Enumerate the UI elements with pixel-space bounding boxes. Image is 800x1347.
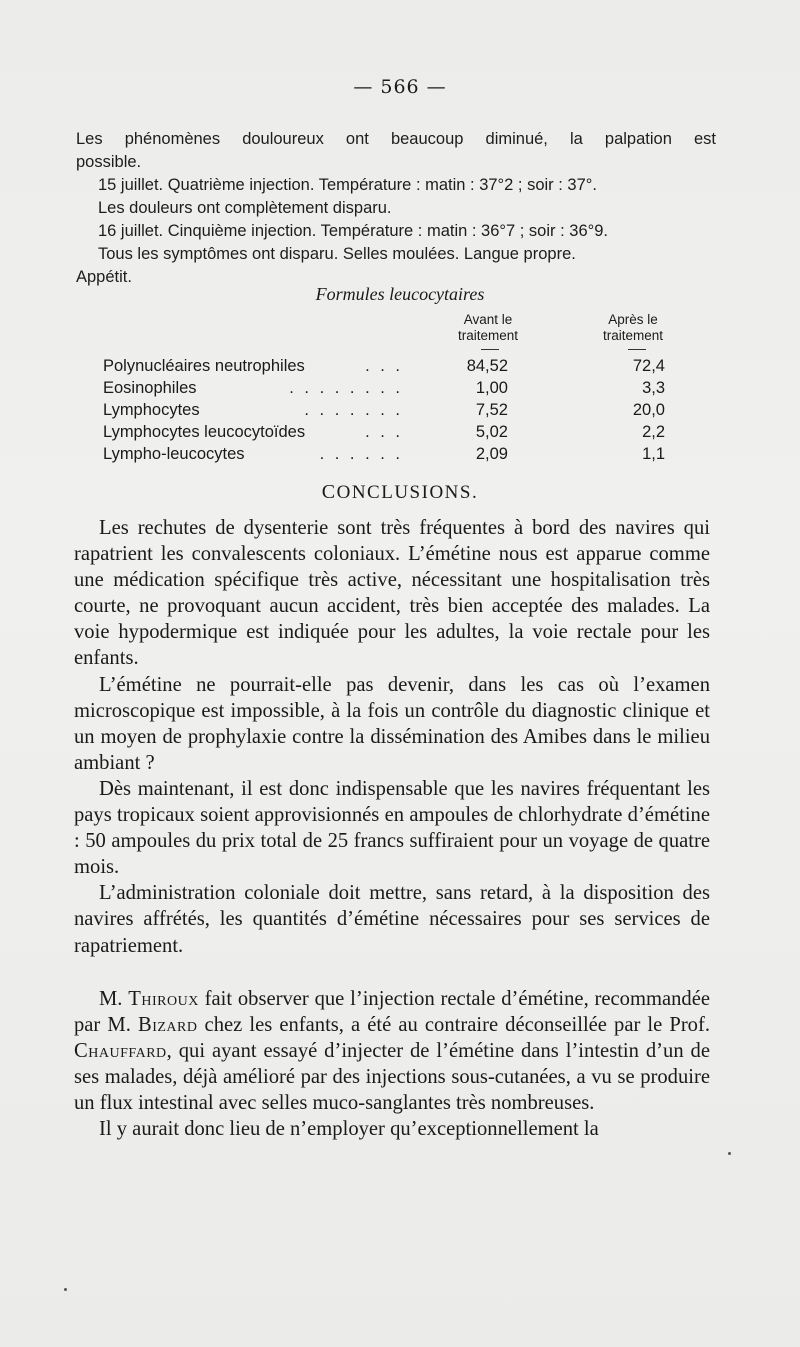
text-run: fait observer que l’injection rectale d’émétine, recommandée par M. bbox=[74, 987, 711, 1036]
value-before: 7,52 bbox=[475, 401, 508, 419]
note-line: Tous les symptômes ont disparu. Selles moulées. Langue propre. bbox=[98, 245, 576, 263]
value-before: 5,02 bbox=[475, 423, 508, 441]
table-row bbox=[103, 445, 683, 465]
value-after: 72,4 bbox=[632, 357, 665, 375]
note-line: 15 juillet. Quatrième injection. Température : matin : 37°2 ; soir : 37°. bbox=[98, 176, 597, 194]
value-before: 84,52 bbox=[466, 357, 508, 375]
table-row bbox=[103, 357, 683, 377]
column-header-after bbox=[568, 312, 698, 344]
row-leader-dots: . . . . . . . bbox=[304, 401, 403, 419]
paragraph-gap bbox=[74, 959, 710, 986]
page-number: — 566 — bbox=[353, 76, 447, 98]
text-run: M. bbox=[99, 987, 129, 1010]
column-rule bbox=[628, 349, 646, 350]
table-row bbox=[103, 379, 683, 399]
paragraph: L’administration coloniale doit mettre, sans retard, à la disposition des navires affrétés, les quantités d’émétine nécessaires pour ses services de rapatriement. bbox=[74, 882, 710, 957]
section-title-rest: ONCLUSIONS. bbox=[336, 482, 479, 503]
value-after: 2,2 bbox=[642, 423, 665, 441]
column-rule bbox=[481, 349, 499, 350]
paragraph: L’émétine ne pourrait-elle pas devenir, dans les cas où l’examen microscopique est impossible, à la fois un contrôle du diagnostic clinique et un moyen de prophylaxie contre la dissémination des Amibes dans le milieu ambiant ? bbox=[74, 673, 710, 774]
note-line: possible. bbox=[76, 153, 142, 171]
person-name: Thiroux bbox=[128, 987, 199, 1010]
case-notes bbox=[76, 128, 716, 289]
body-text bbox=[74, 515, 710, 1142]
paragraph: Il y aurait donc lieu de n’employer qu’exceptionnellement la bbox=[99, 1118, 599, 1141]
column-header-line: traitement bbox=[602, 328, 664, 343]
value-before: 2,09 bbox=[475, 445, 508, 463]
table-row bbox=[103, 401, 683, 421]
table-title: Formules leucocytaires bbox=[315, 284, 485, 304]
table-row bbox=[103, 423, 683, 443]
text-run: chez les enfants, a été au contraire déconseillée par le Prof. bbox=[197, 1013, 710, 1036]
print-speck bbox=[728, 1152, 731, 1155]
value-after: 20,0 bbox=[632, 401, 665, 419]
row-leader-dots: . . . bbox=[365, 357, 403, 375]
value-after: 3,3 bbox=[642, 379, 665, 397]
text-run: , qui ayant essayé d’injecter de l’émétine dans l’intestin d’un de ses malades, déjà amélioré par des injections sous-cutanées, a vu se produire un flux intestinal avec selles muco-sanglantes très nombreuses. bbox=[74, 1039, 710, 1114]
note-line: Les phénomènes douloureux ont beaucoup diminué, la palpation est bbox=[76, 130, 716, 148]
person-name: Bizard bbox=[137, 1013, 198, 1036]
note-line: 16 juillet. Cinquième injection. Température : matin : 36°7 ; soir : 36°9. bbox=[98, 222, 608, 240]
row-label: Eosinophiles bbox=[103, 379, 197, 397]
paragraph: Les rechutes de dysenterie sont très fréquentes à bord des navires qui rapatrient les convalescents coloniaux. L’émétine nous est apparue comme une médication spécifique très active, nécessitant une hospitalisation très courte, ne provoquant aucun accident, très bien acceptée des malades. La voie hypodermique est indiquée pour les adultes, la voie rectale pour les enfants. bbox=[74, 517, 710, 670]
column-header-line: Après le bbox=[608, 312, 658, 327]
value-before: 1,00 bbox=[475, 379, 508, 397]
column-header-line: traitement bbox=[457, 328, 519, 343]
row-label: Lympho-leucocytes bbox=[103, 445, 245, 463]
row-leader-dots: . . . bbox=[365, 423, 403, 441]
section-title-initial: C bbox=[321, 481, 337, 503]
row-label: Lymphocytes bbox=[103, 401, 200, 419]
row-leader-dots: . . . . . . bbox=[319, 445, 403, 463]
note-line: Appétit. bbox=[76, 268, 132, 286]
column-header-line: Avant le bbox=[463, 312, 513, 327]
section-title bbox=[0, 481, 800, 504]
column-header-before bbox=[428, 312, 548, 344]
row-label: Lymphocytes leucocytoïdes bbox=[103, 423, 306, 441]
row-leader-dots: . . . . . . . . bbox=[289, 379, 403, 397]
row-label: Polynucléaires neutrophiles bbox=[103, 357, 305, 375]
person-name: Chauffard bbox=[74, 1039, 167, 1062]
note-line: Les douleurs ont complètement disparu. bbox=[98, 199, 392, 217]
paragraph: Dès maintenant, il est donc indispensable que les navires fréquentant les pays tropicaux soient approvisionnés en ampoules de chlorhydrate d’émétine : 50 ampoules du prix total de 25 francs suffiraient pour un voyage de quatre mois. bbox=[74, 777, 710, 879]
paragraph bbox=[74, 986, 710, 1116]
print-speck bbox=[64, 1288, 67, 1291]
value-after: 1,1 bbox=[642, 445, 665, 463]
